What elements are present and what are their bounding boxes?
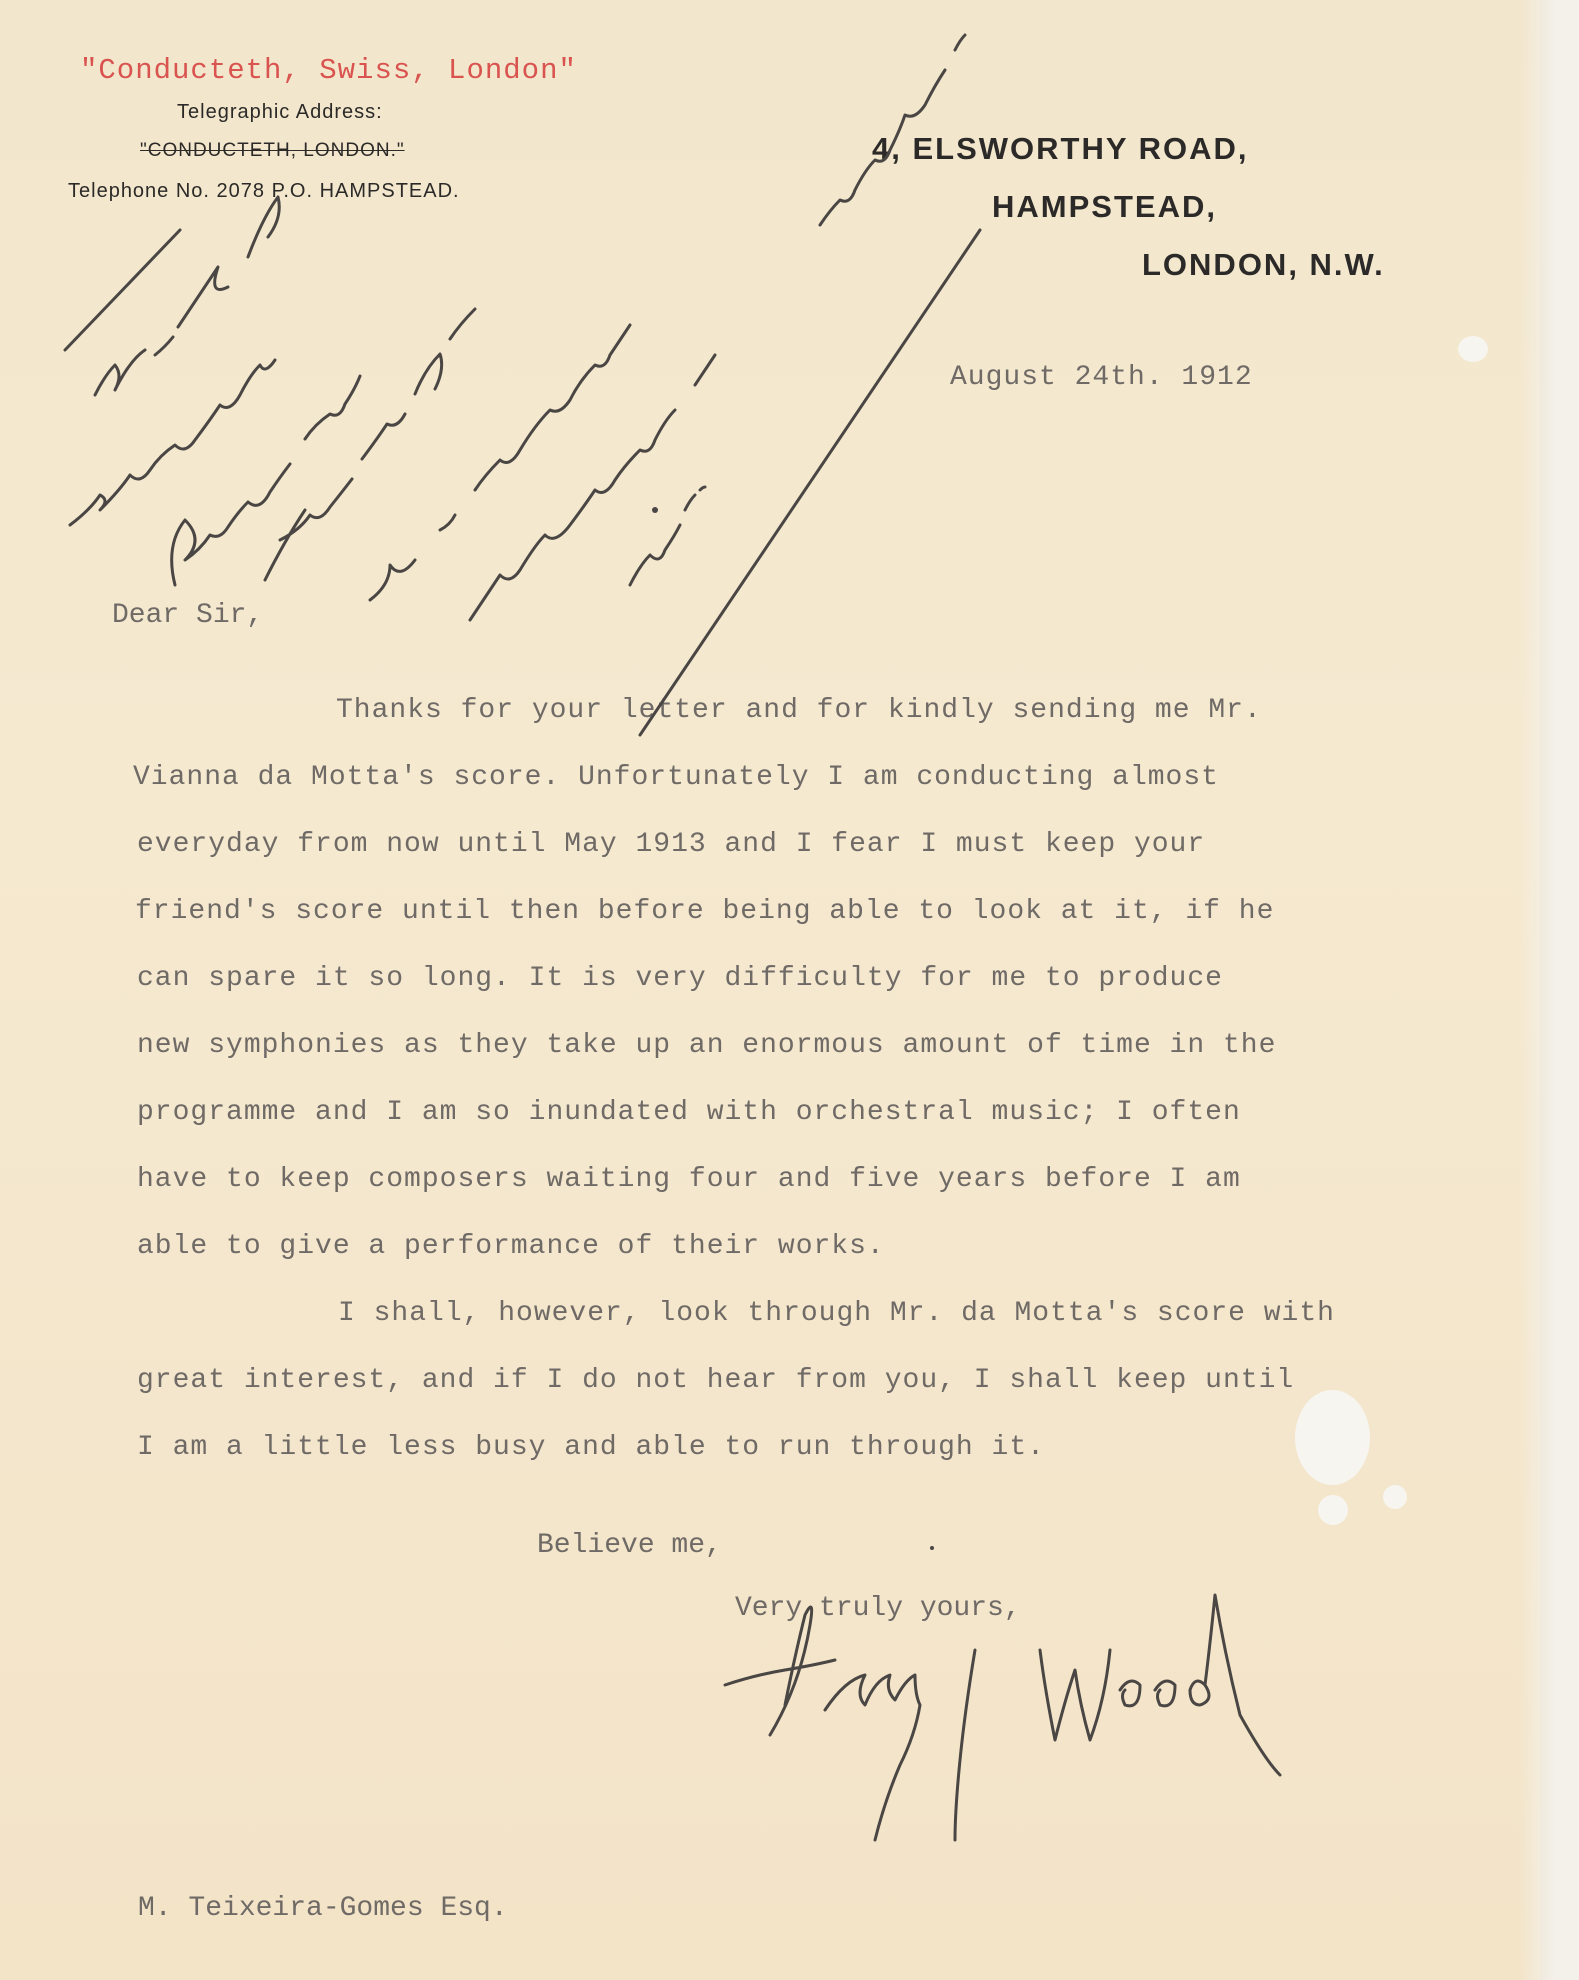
address-line-1: 4, ELSWORTHY ROAD, (872, 131, 1249, 166)
body-line: new symphonies as they take up an enormous amount of time in the (137, 1030, 1277, 1061)
telephone-number: Telephone No. 2078 P.O. HAMPSTEAD. (68, 180, 460, 202)
body-line: programme and I am so inundated with orchestral music; I often (137, 1097, 1241, 1128)
address-line-3: LONDON, N.W. (1142, 247, 1385, 282)
signature-surname (1040, 1595, 1280, 1775)
address-line-2: HAMPSTEAD, (992, 189, 1217, 224)
body-line: friend's score until then before being able to look at it, if he (135, 896, 1275, 927)
pencil-dot (652, 507, 658, 513)
body-line: I am a little less busy and able to run through it. (137, 1432, 1045, 1463)
body-line: I shall, however, look through Mr. da Motta's score with (338, 1298, 1335, 1329)
telegraphic-address-label: Telegraphic Address: (177, 101, 383, 123)
pencil-annotation-1 (95, 197, 279, 395)
pencil-annotation-5 (370, 325, 630, 600)
body-line: Vianna da Motta's score. Unfortunately I am conducting almost (133, 762, 1219, 793)
salutation: Dear Sir, (112, 600, 264, 631)
signature (725, 1607, 920, 1840)
body-line: great interest, and if I do not hear from you, I shall keep until (137, 1365, 1295, 1396)
recipient-name: M. Teixeira-Gomes Esq. (138, 1893, 508, 1924)
telegraphic-address-struck: "CONDUCTETH, LONDON." (140, 140, 405, 161)
closing-believe-me: Believe me, (537, 1530, 722, 1561)
pencil-dot (930, 1546, 934, 1550)
signature-initial (955, 1650, 975, 1840)
pencil-annotation-8 (820, 35, 965, 225)
pencil-annotation-3 (172, 376, 360, 585)
pencil-strike-line (640, 230, 980, 735)
telegraphic-address-typed: "Conducteth, Swiss, London" (80, 54, 577, 87)
letter-date: August 24th. 1912 (950, 362, 1253, 393)
pencil-annotation-7 (630, 487, 705, 585)
body-line: have to keep composers waiting four and five years before I am (137, 1164, 1241, 1195)
closing-yours: Very truly yours, (735, 1593, 1021, 1624)
pencil-strike-line-2 (65, 230, 180, 350)
body-line: everyday from now until May 1913 and I fear I must keep your (137, 829, 1206, 860)
pencil-annotation-6 (470, 355, 715, 620)
body-line: able to give a performance of their works. (137, 1231, 885, 1262)
body-line: can spare it so long. It is very difficulty for me to produce (137, 963, 1223, 994)
body-line: Thanks for your letter and for kindly sending me Mr. (336, 695, 1262, 726)
pencil-annotation-4 (265, 309, 475, 580)
